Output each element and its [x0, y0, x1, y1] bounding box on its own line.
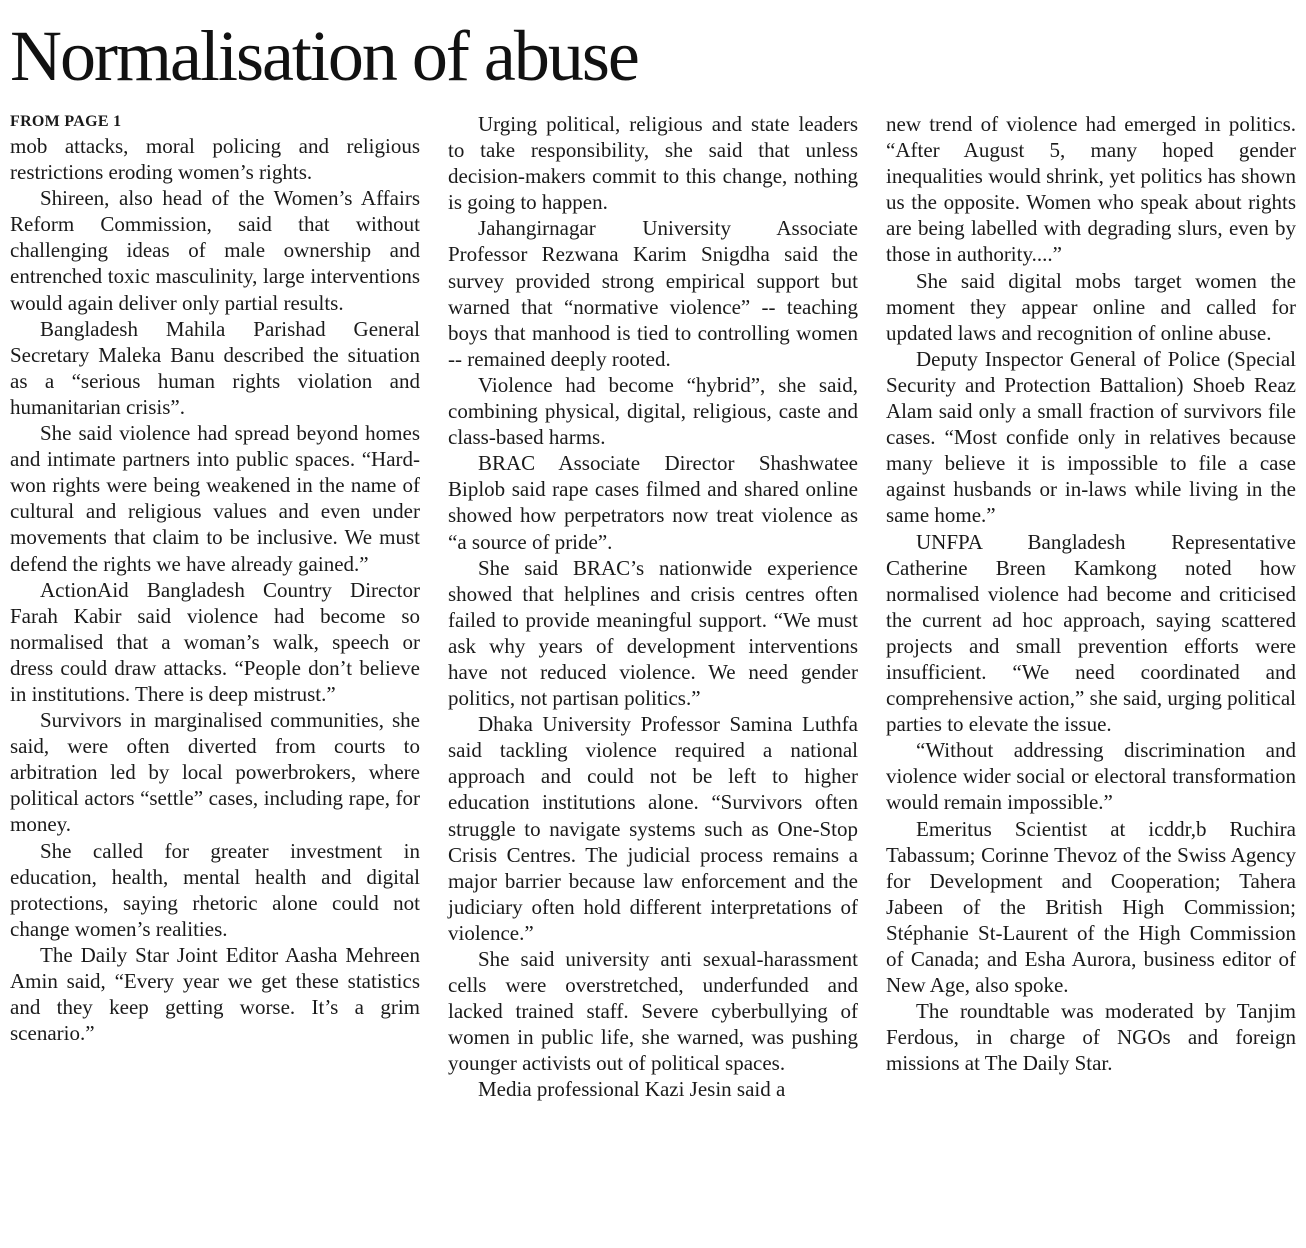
paragraph: UNFPA Bangladesh Representative Catherine Breen Kamkong noted how normalised violence had become and criticised the current ad hoc approach, saying scattered projects and small prevention efforts were insufficient. “We need coordinated and comprehensive action,” she said, urging political parties to elevate the issue. — [886, 529, 1296, 737]
paragraph: The Daily Star Joint Editor Aasha Mehreen Amin said, “Every year we get these statistics and they keep getting worse. It’s a grim scenario.” — [10, 942, 420, 1046]
paragraph: Violence had become “hybrid”, she said, combining physical, digital, religious, caste and class-based harms. — [448, 372, 858, 450]
paragraph: new trend of violence had emerged in politics. “After August 5, many hoped gender inequalities would shrink, yet politics has shown us the opposite. Women who speak about rights are being labelled with degrading slurs, even by those in authority....” — [886, 112, 1296, 267]
paragraph: She said digital mobs target women the moment they appear online and called for updated laws and recognition of online abuse. — [886, 268, 1296, 345]
paragraph: Emeritus Scientist at icddr,b Ruchira Tabassum; Corinne Thevoz of the Swiss Agency for Development and Cooperation; Tahera Jabeen of the British High Commission; Stéphanie St-Laurent of the High Commission of Canada; and Esha Aurora, business editor of New Age, also spoke. — [886, 816, 1296, 998]
paragraph: The roundtable was moderated by Tanjim Ferdous, in charge of NGOs and foreign missions at The Daily Star. — [886, 999, 1296, 1076]
paragraph: BRAC Associate Director Shashwatee Biplob said rape cases filmed and shared online showed how perpetrators now treat violence as “a source of pride”. — [448, 451, 858, 554]
paragraph: Bangladesh Mahila Parishad General Secretary Maleka Banu described the situation as a “serious human rights violation and humanitarian crisis”. — [10, 316, 420, 419]
paragraph: She said BRAC’s nationwide experience showed that helplines and crisis centres often failed to provide meaningful support. “We must ask why years of development interventions have not reduced violence. We need gender politics, not partisan politics.” — [448, 555, 858, 711]
paragraph: Shireen, also head of the Women’s Affairs Reform Commission, said that without challenging ideas of male ownership and entrenched toxic masculinity, large interventions would again deliver only partial results. — [10, 186, 420, 315]
paragraph: Survivors in marginalised communities, she said, were often diverted from courts to arbitration led by local powerbrokers, where political actors “settle” cases, including rape, for money. — [10, 708, 420, 837]
article-column-1 — [10, 111, 420, 1046]
paragraph: mob attacks, moral policing and religious restrictions eroding women’s rights. — [10, 134, 420, 185]
article-column-2 — [448, 111, 858, 1103]
paragraph: She said violence had spread beyond homes and intimate partners into public spaces. “Hard-won rights were being weakened in the name of cultural and religious values and even under movements that claim to be inclusive. We must defend the rights we have already gained.” — [10, 421, 420, 576]
paragraph: Jahangirnagar University Associate Professor Rezwana Karim Snigdha said the survey provided strong empirical support but warned that “normative violence” -- teaching boys that manhood is tied to controlling women -- remained deeply rooted. — [448, 216, 858, 371]
article-column-3 — [886, 111, 1296, 1076]
article-headline: Normalisation of abuse — [10, 16, 638, 96]
paragraph: She called for greater investment in education, health, mental health and digital protections, saying rhetoric alone could not change women’s realities. — [10, 838, 420, 941]
paragraph: Dhaka University Professor Samina Luthfa said tackling violence required a national approach and could not be left to higher education institutions alone. “Survivors often struggle to navigate systems such as One-Stop Crisis Centres. The judicial process remains a major barrier because law enforcement and the judiciary often hold different interpretations of violence.” — [448, 712, 858, 945]
paragraph: ActionAid Bangladesh Country Director Farah Kabir said violence had become so normalised that a woman’s walk, speech or dress could draw attacks. “People don’t believe in institutions. There is deep mistrust.” — [10, 577, 420, 706]
paragraph: Deputy Inspector General of Police (Special Security and Protection Battalion) Shoeb Reaz Alam said only a small fraction of survivors file cases. “Most confide only in relatives because many believe it is impossible to file a case against husbands or in-laws while living in the same home.” — [886, 346, 1296, 528]
paragraph: Media professional Kazi Jesin said a — [478, 1077, 786, 1102]
paragraph: “Without addressing discrimination and violence wider social or electoral transformation would remain impossible.” — [886, 738, 1296, 815]
paragraph: She said university anti sexual-harassment cells were overstretched, underfunded and lacked trained staff. Severe cyberbullying of women in public life, she warned, was pushing younger activists out of political spaces. — [448, 947, 858, 1076]
continuation-kicker: FROM PAGE 1 — [10, 113, 122, 130]
paragraph: Urging political, religious and state leaders to take responsibility, she said that unless decision-makers commit to this change, nothing is going to happen. — [448, 112, 858, 215]
